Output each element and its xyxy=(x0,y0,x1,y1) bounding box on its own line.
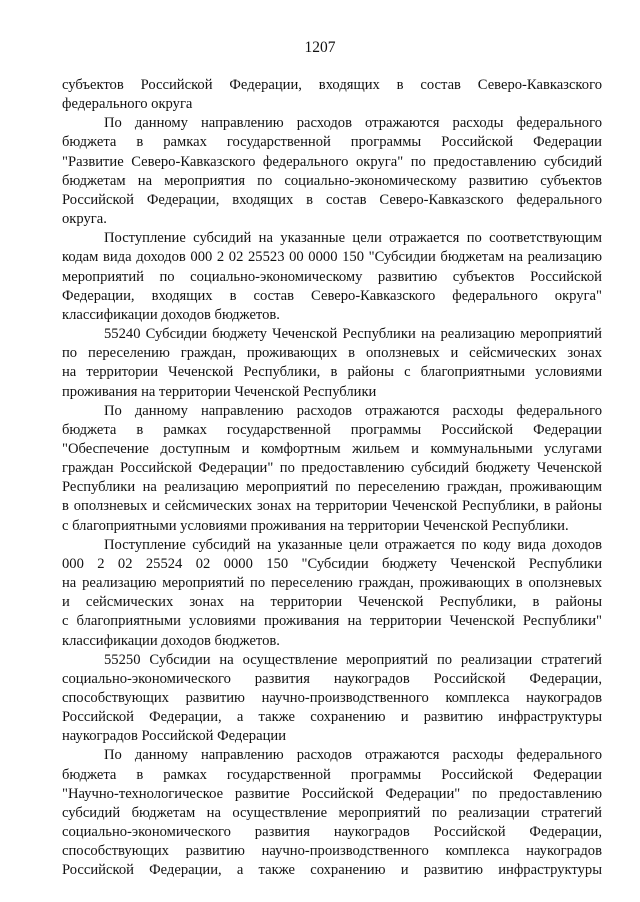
text-line: 55250 Субсидии на осуществление мероприятий по реализации стратегий xyxy=(104,651,602,668)
text-line: социально-экономического развития наукоградов Российской Федерации, xyxy=(62,824,602,841)
text-line: округа. xyxy=(62,211,107,228)
paragraph xyxy=(62,651,602,747)
paragraph xyxy=(62,746,602,880)
text-line: По данному направлению расходов отражаются расходы федерального xyxy=(104,747,602,764)
paragraph xyxy=(62,536,602,651)
paragraph xyxy=(62,114,602,229)
text-line: классификации доходов бюджетов. xyxy=(62,632,280,649)
text-line: социально-экономического развития наукоградов Российской Федерации, xyxy=(62,670,602,687)
text-line: По данному направлению расходов отражаются расходы федерального xyxy=(104,402,602,419)
text-line: кодам вида доходов 000 2 02 25523 00 0000 150 "Субсидии бюджетам на реализацию xyxy=(62,249,602,266)
text-line: с благоприятными условиями проживания на территории Чеченской Республики" xyxy=(62,613,602,630)
text-line: Поступление субсидий на указанные цели отражается по коду вида доходов xyxy=(104,536,602,553)
text-line: "Научно-технологическое развитие Российской Федерации" по предоставлению xyxy=(62,785,602,802)
text-line: по переселению граждан, проживающих в оползневых и сейсмических зонах xyxy=(62,345,602,362)
paragraph xyxy=(62,76,602,114)
text-line: Поступление субсидий на указанные цели отражается по соответствующим xyxy=(104,230,602,247)
text-line: Российской Федерации, а также сохранению и развитию инфраструктуры xyxy=(62,709,602,726)
paragraph xyxy=(62,402,602,536)
text-line: По данному направлению расходов отражаются расходы федерального xyxy=(104,115,602,132)
text-line: с благоприятными условиями проживания на территории Чеченской Республики. xyxy=(62,517,569,534)
text-line: 000 2 02 25524 02 0000 150 "Субсидии бюджету Чеченской Республики xyxy=(62,555,602,572)
text-line: "Развитие Северо-Кавказского федерального округа" по предоставлению субсидий xyxy=(62,153,602,170)
text-line: Федерации, входящих в состав Северо-Кавказского федерального округа" xyxy=(62,287,602,304)
text-line: 55240 Субсидии бюджету Чеченской Республики на реализацию мероприятий xyxy=(104,326,602,343)
text-line: субсидий бюджетам на осуществление мероприятий по реализации стратегий xyxy=(62,804,602,821)
text-line: наукоградов Российской Федерации xyxy=(62,728,287,745)
text-line: граждан Российской Федерации" по предоставлению субсидий бюджету Чеченской xyxy=(62,460,602,477)
text-line: мероприятий по социально-экономическому развитию субъектов Российской xyxy=(62,268,602,285)
text-line: бюджета в рамках государственной программы Российской Федерации xyxy=(62,421,602,438)
document-body xyxy=(62,76,602,881)
text-line: проживания на территории Чеченской Республики xyxy=(62,383,377,400)
text-line: Российской Федерации, а также сохранению и развитию инфраструктуры xyxy=(62,862,602,879)
text-line: способствующих развитию научно-производственного комплекса наукоградов xyxy=(62,690,602,706)
text-line: способствующих развитию научно-производственного комплекса наукоградов xyxy=(62,843,602,860)
text-line: на реализацию мероприятий по переселению граждан, проживающих в оползневых xyxy=(62,575,602,592)
text-line: бюджета в рамках государственной программы Российской Федерации xyxy=(62,134,602,151)
text-line: "Обеспечение доступным и комфортным жильем и коммунальными услугами xyxy=(62,440,602,457)
page-number: 1207 xyxy=(304,39,336,56)
paragraph xyxy=(62,325,602,402)
text-line: федерального округа xyxy=(62,96,193,113)
text-line: в оползневых и сейсмических зонах на территории Чеченской Республики, в районы xyxy=(62,498,602,515)
text-line: Республики на реализацию мероприятий по переселению граждан, проживающим xyxy=(62,479,602,496)
text-line: бюджета в рамках государственной программы Российской Федерации xyxy=(62,766,602,783)
paragraph xyxy=(62,229,602,325)
text-line: классификации доходов бюджетов. xyxy=(62,306,280,323)
text-line: бюджетам на мероприятия по социально-экономическому развитию субъектов xyxy=(62,172,602,189)
text-line: Российской Федерации, входящих в состав Северо-Кавказского федерального xyxy=(62,191,602,208)
text-line: субъектов Российской Федерации, входящих в состав Северо-Кавказского xyxy=(62,77,602,93)
text-line: на территории Чеченской Республики, в районы с благоприятными условиями xyxy=(62,364,602,381)
text-line: и сейсмических зонах на территории Чеченской Республики, в районы xyxy=(62,594,602,611)
